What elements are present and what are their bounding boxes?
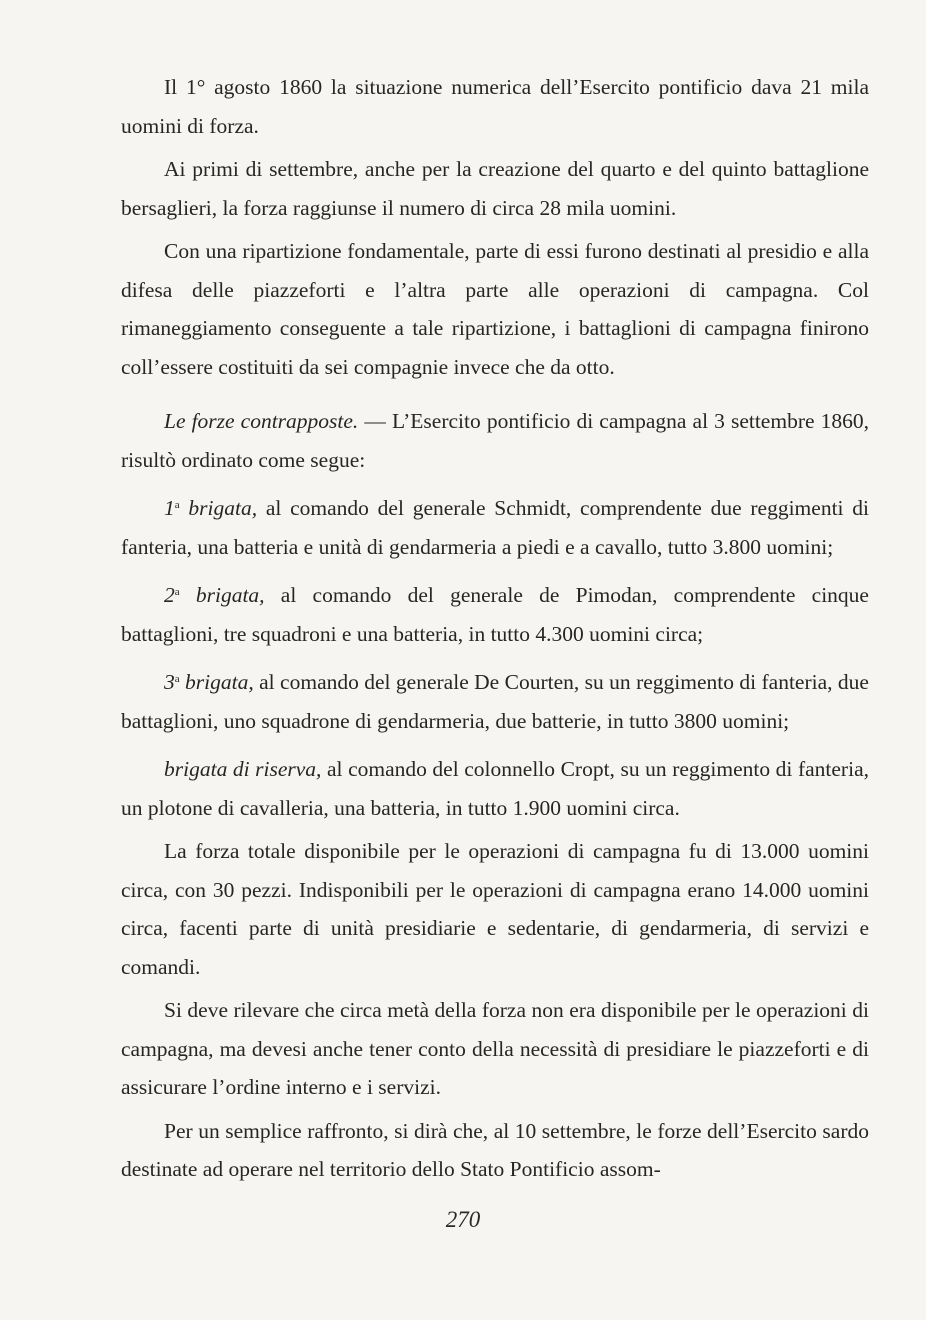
brigade-ordinal: 1 [164, 496, 175, 520]
brigade-ordinal: 3 [164, 670, 175, 694]
paragraph-meta-forza: Si deve rilevare che circa metà della forza non era disponibile per le operazioni di campagna, ma devesi anche tener conto della necessità di presidiare le piazzeforti e di assicurare l’ordine interno e i servizi. [121, 998, 869, 1099]
brigade-ordinal: 2 [164, 583, 175, 607]
paragraph-forze-contrapposte: Le forze contrapposte. — L’Esercito pontificio di campagna al 3 settembre 1860, risultò ordinato come segue: [121, 409, 869, 472]
paragraph-brigata-riserva: brigata di riserva, al comando del colonnello Cropt, su un reggimento di fanteria, un plotone di cavalleria, una batteria, in tutto 1.900 uomini circa. [121, 757, 869, 820]
brigade-label: brigata, [179, 496, 258, 520]
page-body [121, 68, 869, 1189]
page-number: 270 [445, 1207, 481, 1232]
paragraph-brigata-2: 2$^a$ brigata, al comando del generale de Pimodan, comprendente cinque battaglioni, tre squadroni e una batteria, in tutto 4.300 uomini circa; [121, 583, 869, 646]
paragraph-september: Ai primi di settembre, anche per la creazione del quarto e del quinto battaglione bersaglieri, la forza raggiunse il numero di circa 28 mila uomini. [121, 157, 869, 220]
brigade-label: brigata di riserva, [164, 757, 322, 781]
brigade-label: brigata, [179, 583, 265, 607]
paragraph-brigata-3: 3$^a$ brigata, al comando del generale De Courten, su un reggimento di fanteria, due battaglioni, uno squadrone di gendarmeria, due batterie, in tutto 3800 uomini; [121, 670, 869, 733]
section-heading: Le forze contrapposte. [164, 409, 359, 433]
paragraph-raffronto: Per un semplice raffronto, si dirà che, al 10 settembre, le forze dell’Esercito sardo destinate ad operare nel territorio dello Stato Pontificio assom- [121, 1118, 869, 1181]
brigade-label: brigata, [179, 670, 254, 694]
paragraph-forza-totale: La forza totale disponibile per le operazioni di campagna fu di 13.000 uomini circa, con 30 pezzi. Indisponibili per le operazioni di campagna erano 14.000 uomini circa, facenti parte di unità presidiarie e sedentarie, di gendarmeria, di servizi e comandi. [121, 839, 869, 979]
paragraph-ripartizione: Con una ripartizione fondamentale, parte di essi furono destinati al presidio e alla difesa delle piazzeforti e l’altra parte alle operazioni di campagna. Col rimaneggiamento conseguente a tale ripartizione, i battaglioni di campagna finirono coll’essere costituiti da sei compagnie invece che da otto. [121, 239, 869, 379]
paragraph-intro: Il 1° agosto 1860 la situazione numerica dell’Esercito pontificio dava 21 mila uomini di forza. [121, 75, 869, 138]
paragraph-brigata-1: 1$^a$ brigata, al comando del generale Schmidt, comprendente due reggimenti di fanteria, una batteria e unità di gendarmeria a piedi e a cavallo, tutto 3.800 uomini; [121, 496, 869, 559]
